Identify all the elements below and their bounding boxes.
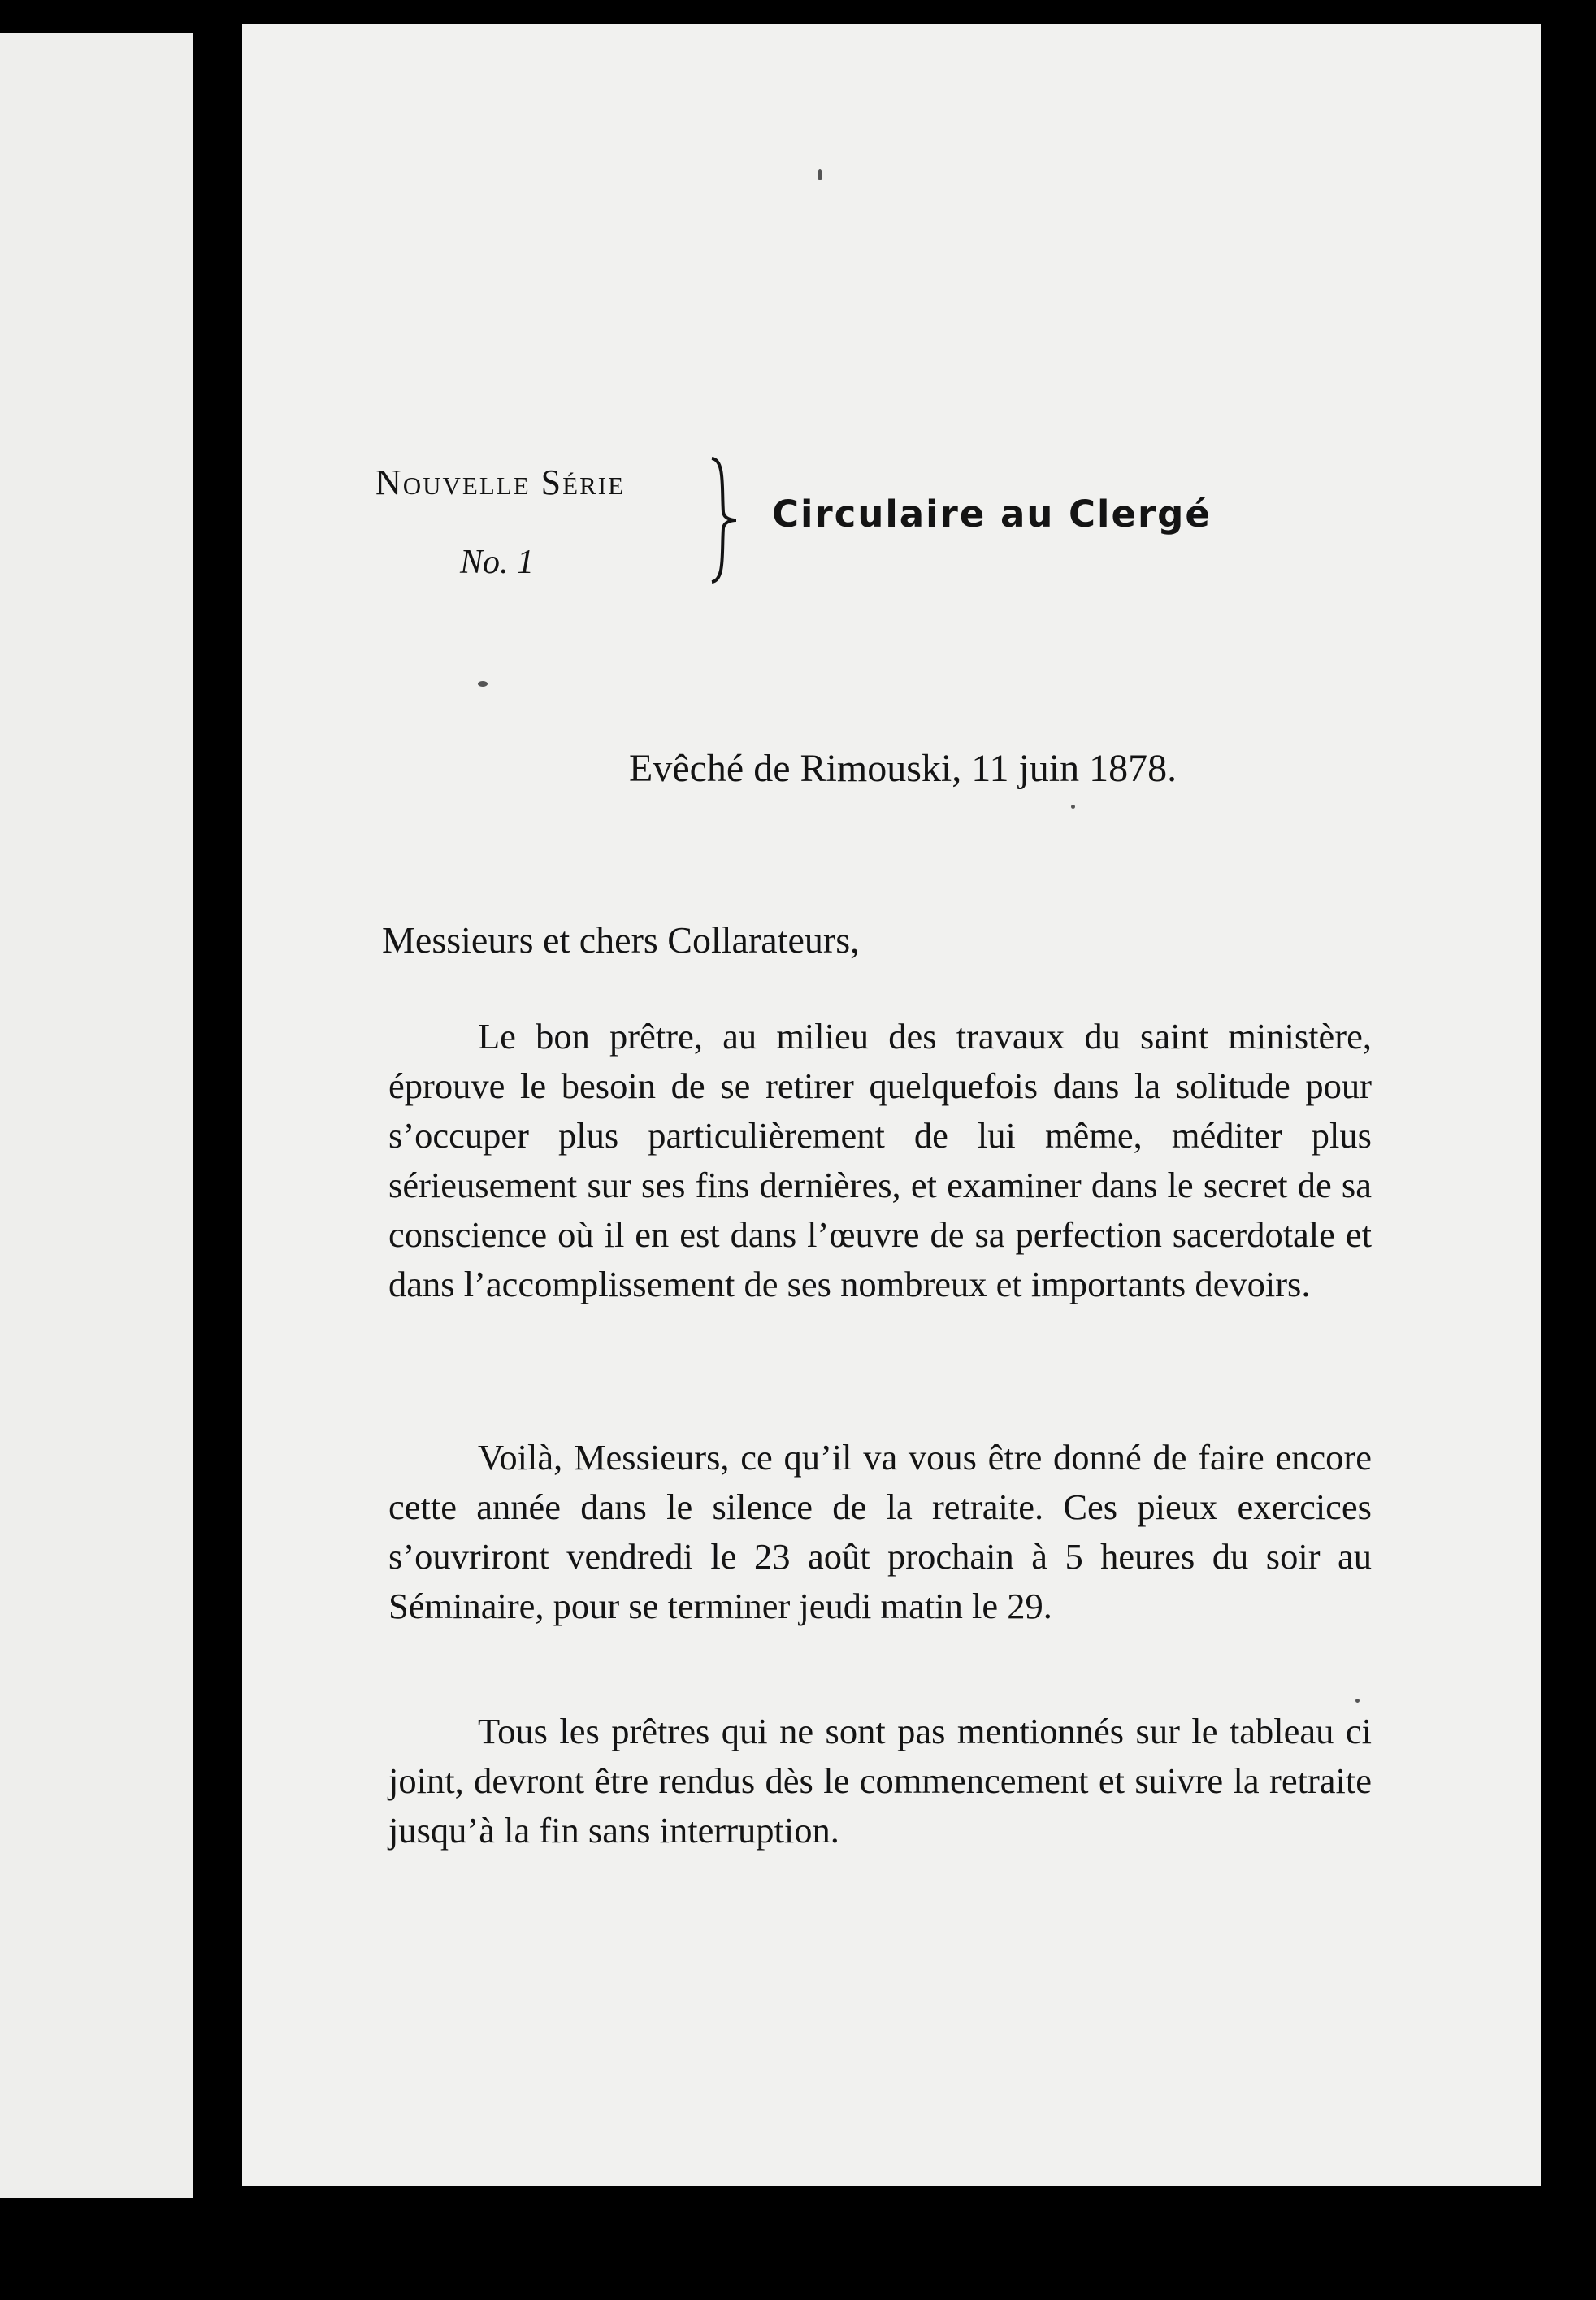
book-gutter	[193, 0, 242, 2300]
brace-icon	[707, 455, 739, 585]
series-label: Nouvelle Série	[375, 462, 626, 502]
paper-speck	[478, 681, 488, 687]
previous-page-edge	[0, 33, 193, 2198]
scan-bottom-edge	[244, 2186, 1544, 2300]
dateline: Evêché de Rimouski, 11 juin 1878.	[629, 747, 1177, 790]
paragraph-attendance: Tous les prêtres qui ne sont pas mentionnés sur le tableau ci joint, devront être rendus dès le commencement et suivre la retraite jusqu’à la fin sans interruption.	[388, 1711, 1372, 1851]
issue-number: No. 1	[460, 544, 535, 581]
paragraph-retreat-dates: Voilà, Messieurs, ce qu’il va vous être donné de faire encore cette année dans le silence de la retraite. Ces pieux exercices s’ouvriront vendredi le 23 août prochain à 5 heures du soir au Séminaire, pour se terminer jeudi matin le 29.	[388, 1437, 1372, 1626]
paper-speck	[818, 169, 822, 180]
paper-speck	[1071, 805, 1075, 809]
circular-title: Circulaire au Clergé	[772, 493, 1212, 536]
salutation: Messieurs et chers Collarateurs,	[382, 919, 860, 961]
paragraph-retreat-purpose: Le bon prêtre, au milieu des travaux du saint ministère, éprouve le besoin de se retirer quelquefois dans la solitude pour s’occuper plus particulièrement de lui même, méditer plus sérieusement sur ses fins dernières, et examiner dans le secret de sa conscience où il en est dans l’œuvre de sa perfection sacerdotale et dans l’accomplissement de ses nombreux et importants devoirs.	[388, 1016, 1372, 1304]
paper-speck	[1355, 1699, 1360, 1703]
